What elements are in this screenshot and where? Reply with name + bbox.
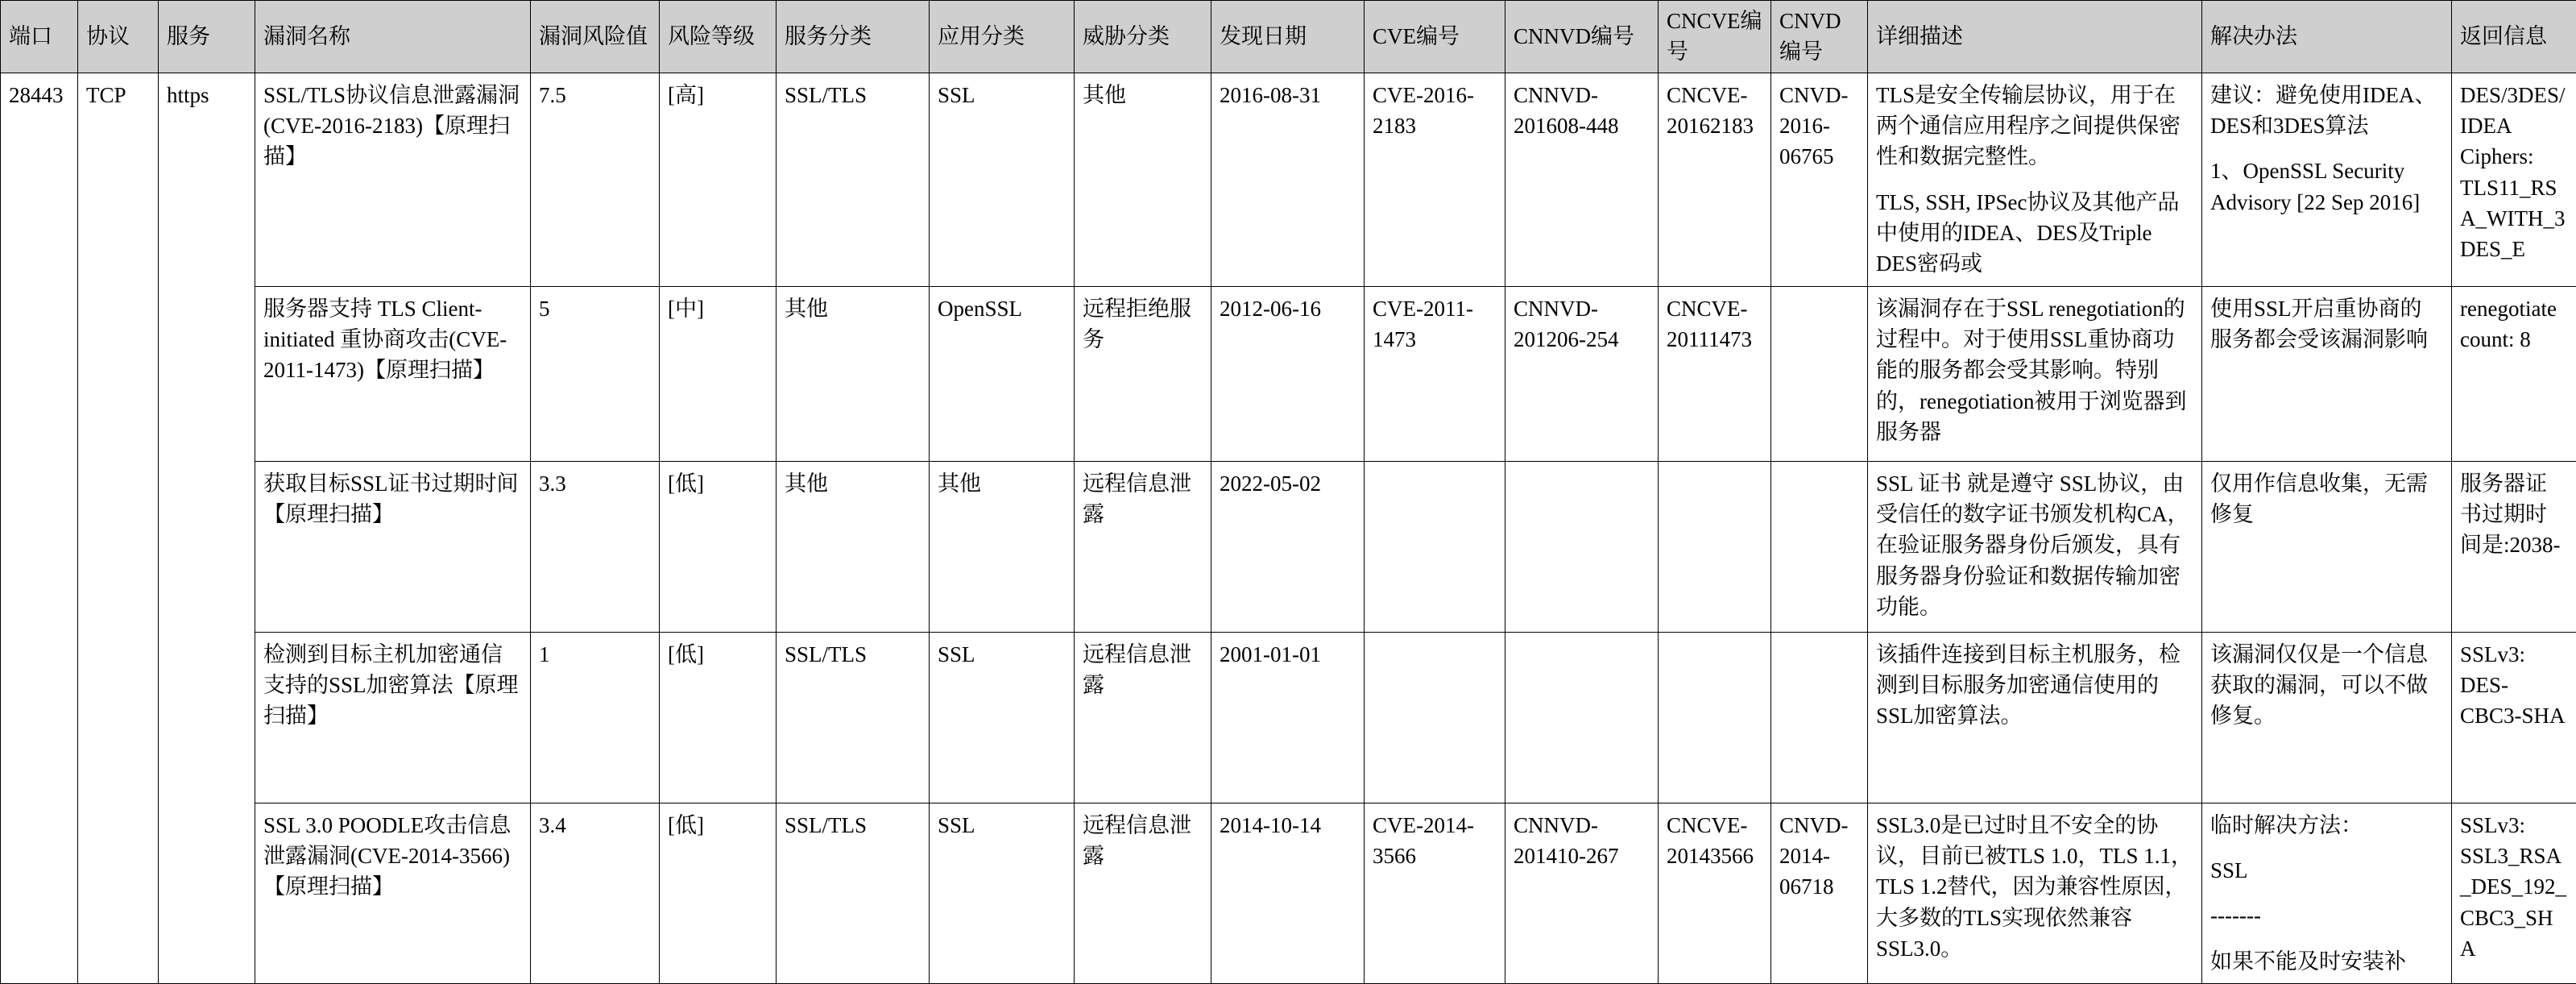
cell-cve	[1365, 632, 1505, 803]
column-header-app-category: 应用分类	[930, 1, 1075, 73]
cell-return-info: SSLv3: DES-CBC3-SHA	[2452, 632, 2576, 803]
cell-service-category: 其他	[777, 286, 930, 461]
cell-description	[1868, 73, 2202, 286]
cell-vuln-name: 获取目标SSL证书过期时间【原理扫描】	[255, 461, 531, 632]
cell-cncve	[1659, 461, 1771, 632]
cell-description	[1868, 286, 2202, 461]
cell-app-category: SSL	[930, 803, 1075, 983]
cell-cnnvd: CNNVD-201206-254	[1505, 286, 1659, 461]
cell-cnnvd: CNNVD-201608-448	[1505, 73, 1659, 286]
cell-cnvd	[1771, 461, 1868, 632]
solution-paragraph: -------	[2210, 900, 2443, 931]
column-header-cncve: CNCVE编号	[1659, 1, 1771, 73]
cell-risk-level: [低]	[660, 803, 777, 983]
cell-found-date: 2001-01-01	[1211, 632, 1365, 803]
description-paragraph: TLS, SSH, IPSec协议及其他产品中使用的IDEA、DES及Triple DES密码或	[1876, 187, 2193, 280]
cell-cnvd	[1771, 286, 1868, 461]
column-header-protocol: 协议	[78, 1, 159, 73]
table-row	[1, 632, 2576, 803]
cell-vuln-name: 检测到目标主机加密通信支持的SSL加密算法【原理扫描】	[255, 632, 531, 803]
cell-app-category: OpenSSL	[930, 286, 1075, 461]
cell-cve	[1365, 461, 1505, 632]
cell-description	[1868, 461, 2202, 632]
cell-service-category: 其他	[777, 461, 930, 632]
column-header-port: 端口	[1, 1, 78, 73]
cell-cncve: CNCVE-20111473	[1659, 286, 1771, 461]
description-paragraph: 该漏洞存在于SSL renegotiation的过程中。对于使用SSL重协商功能的服务都会受其影响。特别的，renegotiation被用于浏览器到服务器	[1876, 293, 2193, 448]
cell-vuln-name: SSL/TLS协议信息泄露漏洞(CVE-2016-2183)【原理扫描】	[255, 73, 531, 286]
cell-risk-score: 1	[531, 632, 660, 803]
cell-risk-score: 3.4	[531, 803, 660, 983]
cell-port: 28443	[1, 73, 78, 983]
cell-risk-level: [中]	[660, 286, 777, 461]
cell-solution	[2202, 73, 2452, 286]
column-header-vuln-name: 漏洞名称	[255, 1, 531, 73]
solution-paragraph: 1、OpenSSL Security Advisory [22 Sep 2016]	[2210, 156, 2443, 218]
description-paragraph: SSL 证书 就是遵守 SSL协议，由受信任的数字证书颁发机构CA，在验证服务器身份后颁发，具有服务器身份验证和数据传输加密功能。	[1876, 468, 2193, 623]
description-paragraph: SSL3.0是已过时且不安全的协议，目前已被TLS 1.0，TLS 1.1，TLS 1.2替代，因为兼容性原因，大多数的TLS实现依然兼容SSL3.0。	[1876, 810, 2193, 965]
solution-paragraph: SSL	[2210, 855, 2443, 886]
cell-cncve: CNCVE-20143566	[1659, 803, 1771, 983]
column-header-description: 详细描述	[1868, 1, 2202, 73]
solution-paragraph: 如果不能及时安装补	[2210, 946, 2443, 977]
cell-found-date: 2016-08-31	[1211, 73, 1365, 286]
cell-solution	[2202, 803, 2452, 983]
table-row	[1, 803, 2576, 983]
cell-threat-category: 其他	[1075, 73, 1211, 286]
column-header-risk-level: 风险等级	[660, 1, 777, 73]
cell-found-date: 2012-06-16	[1211, 286, 1365, 461]
cell-vuln-name: 服务器支持 TLS Client-initiated 重协商攻击(CVE-2011-1473)【原理扫描】	[255, 286, 531, 461]
cell-app-category: SSL	[930, 73, 1075, 286]
column-header-cnnvd: CNNVD编号	[1505, 1, 1659, 73]
cell-cncve	[1659, 632, 1771, 803]
cell-risk-score: 7.5	[531, 73, 660, 286]
column-header-risk-score: 漏洞风险值	[531, 1, 660, 73]
column-header-cve: CVE编号	[1365, 1, 1505, 73]
solution-paragraph: 仅用作信息收集，无需修复	[2210, 468, 2443, 530]
cell-cve: CVE-2011-1473	[1365, 286, 1505, 461]
cell-threat-category: 远程信息泄露	[1075, 461, 1211, 632]
cell-service-category: SSL/TLS	[777, 632, 930, 803]
table-row	[1, 461, 2576, 632]
cell-risk-score: 5	[531, 286, 660, 461]
cell-service-category: SSL/TLS	[777, 803, 930, 983]
description-paragraph: TLS是安全传输层协议，用于在两个通信应用程序之间提供保密性和数据完整性。	[1876, 80, 2193, 172]
cell-cnvd: CNVD-2014-06718	[1771, 803, 1868, 983]
column-header-threat-category: 威胁分类	[1075, 1, 1211, 73]
column-header-return-info: 返回信息	[2452, 1, 2576, 73]
cell-cncve: CNCVE-20162183	[1659, 73, 1771, 286]
cell-return-info: SSLv3: SSL3_RSA_DES_192_CBC3_SHA	[2452, 803, 2576, 983]
column-header-solution: 解决办法	[2202, 1, 2452, 73]
column-header-service: 服务	[159, 1, 255, 73]
column-header-cnvd: CNVD编号	[1771, 1, 1868, 73]
cell-cve: CVE-2016-2183	[1365, 73, 1505, 286]
solution-paragraph: 该漏洞仅仅是一个信息获取的漏洞，可以不做修复。	[2210, 639, 2443, 732]
cell-description	[1868, 632, 2202, 803]
cell-cve: CVE-2014-3566	[1365, 803, 1505, 983]
cell-description	[1868, 803, 2202, 983]
cell-service-category: SSL/TLS	[777, 73, 930, 286]
cell-cnvd: CNVD-2016-06765	[1771, 73, 1868, 286]
description-paragraph: 该插件连接到目标主机服务，检测到目标服务加密通信使用的SSL加密算法。	[1876, 639, 2193, 732]
cell-threat-category: 远程信息泄露	[1075, 632, 1211, 803]
cell-app-category: SSL	[930, 632, 1075, 803]
cell-risk-level: [低]	[660, 632, 777, 803]
cell-risk-level: [高]	[660, 73, 777, 286]
cell-risk-score: 3.3	[531, 461, 660, 632]
cell-found-date: 2014-10-14	[1211, 803, 1365, 983]
cell-solution	[2202, 632, 2452, 803]
table-row	[1, 73, 2576, 286]
cell-cnnvd: CNNVD-201410-267	[1505, 803, 1659, 983]
cell-threat-category: 远程信息泄露	[1075, 803, 1211, 983]
column-header-service-category: 服务分类	[777, 1, 930, 73]
solution-paragraph: 建议：避免使用IDEA、DES和3DES算法	[2210, 80, 2443, 142]
cell-vuln-name: SSL 3.0 POODLE攻击信息泄露漏洞(CVE-2014-3566)【原理扫描】	[255, 803, 531, 983]
solution-paragraph: 临时解决方法：	[2210, 810, 2443, 841]
table-row	[1, 286, 2576, 461]
cell-threat-category: 远程拒绝服务	[1075, 286, 1211, 461]
cell-risk-level: [低]	[660, 461, 777, 632]
cell-found-date: 2022-05-02	[1211, 461, 1365, 632]
solution-paragraph: 使用SSL开启重协商的服务都会受该漏洞影响	[2210, 293, 2443, 355]
cell-solution	[2202, 286, 2452, 461]
cell-solution	[2202, 461, 2452, 632]
cell-service: https	[159, 73, 255, 983]
cell-app-category: 其他	[930, 461, 1075, 632]
cell-cnnvd	[1505, 632, 1659, 803]
cell-cnvd	[1771, 632, 1868, 803]
cell-cnnvd	[1505, 461, 1659, 632]
cell-return-info: renegotiate count: 8	[2452, 286, 2576, 461]
cell-return-info: DES/3DES/IDEA Ciphers: TLS11_RSA_WITH_3DES_E	[2452, 73, 2576, 286]
table-header-row	[1, 1, 2576, 73]
cell-return-info: 服务器证书过期时间是:2038-	[2452, 461, 2576, 632]
cell-protocol: TCP	[78, 73, 159, 983]
column-header-found-date: 发现日期	[1211, 1, 1365, 73]
